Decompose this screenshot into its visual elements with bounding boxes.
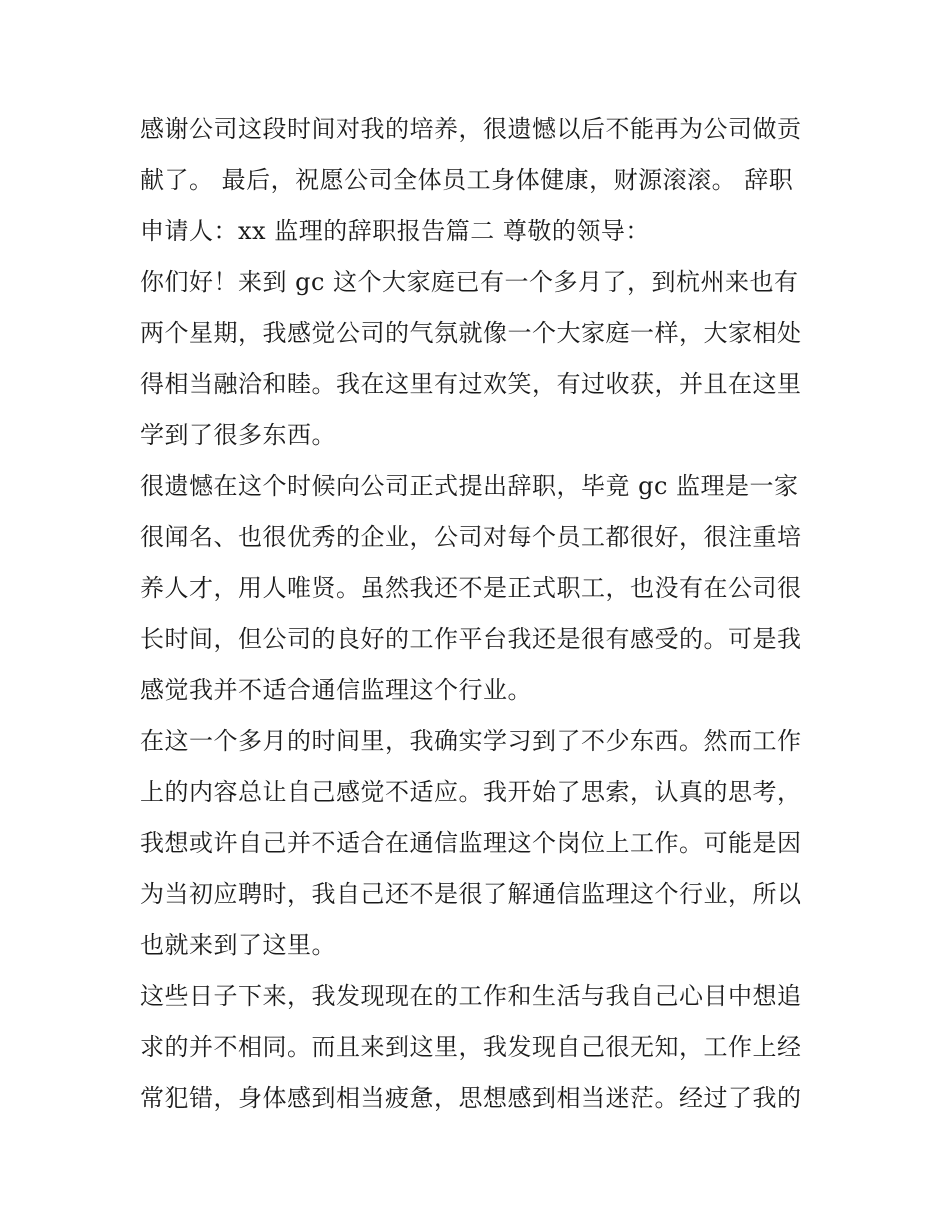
text-line: 我想或许自己并不适合在通信监理这个岗位上工作。可能是因: [140, 829, 802, 857]
text-line: 在这一个多月的时间里，我确实学习到了不少东西。然而工作: [140, 727, 802, 755]
text-line: 申请人：xx 监理的辞职报告篇二 尊敬的领导：: [140, 217, 650, 245]
text-line: 这些日子下来，我发现现在的工作和生活与我自己心目中想追: [140, 982, 802, 1010]
text-line: 上的内容总让自己感觉不适应。我开始了思索，认真的思考，: [140, 778, 802, 806]
text-line: 长时间，但公司的良好的工作平台我还是很有感受的。可是我: [140, 625, 802, 653]
text-line: 常犯错，身体感到相当疲惫，思想感到相当迷茫。经过了我的: [140, 1084, 802, 1112]
document-body: [140, 104, 812, 1124]
text-line: 很闻名、也很优秀的企业，公司对每个员工都很好，很注重培: [140, 523, 802, 551]
text-line: 两个星期，我感觉公司的气氛就像一个大家庭一样，大家相处: [140, 319, 802, 347]
text-line: 求的并不相同。而且来到这里，我发现自己很无知，工作上经: [140, 1033, 802, 1061]
text-line: 感谢公司这段时间对我的培养，很遗憾以后不能再为公司做贡: [140, 115, 802, 143]
text-line: 献了。 最后，祝愿公司全体员工身体健康，财源滚滚。 辞职: [140, 166, 794, 194]
text-line: 为当初应聘时，我自己还不是很了解通信监理这个行业，所以: [140, 880, 802, 908]
text-line: 养人才，用人唯贤。虽然我还不是正式职工，也没有在公司很: [140, 574, 802, 602]
text-line: 得相当融洽和睦。我在这里有过欢笑，有过收获，并且在这里: [140, 370, 802, 398]
text-line: 感觉我并不适合通信监理这个行业。: [140, 676, 532, 704]
text-line: 也就来到了这里。: [140, 931, 336, 959]
text-line: 学到了很多东西。: [140, 421, 336, 449]
text-line: 你们好！来到 gc 这个大家庭已有一个多月了，到杭州来也有: [140, 268, 799, 296]
text-line: 很遗憾在这个时候向公司正式提出辞职，毕竟 gc 监理是一家: [140, 472, 799, 500]
